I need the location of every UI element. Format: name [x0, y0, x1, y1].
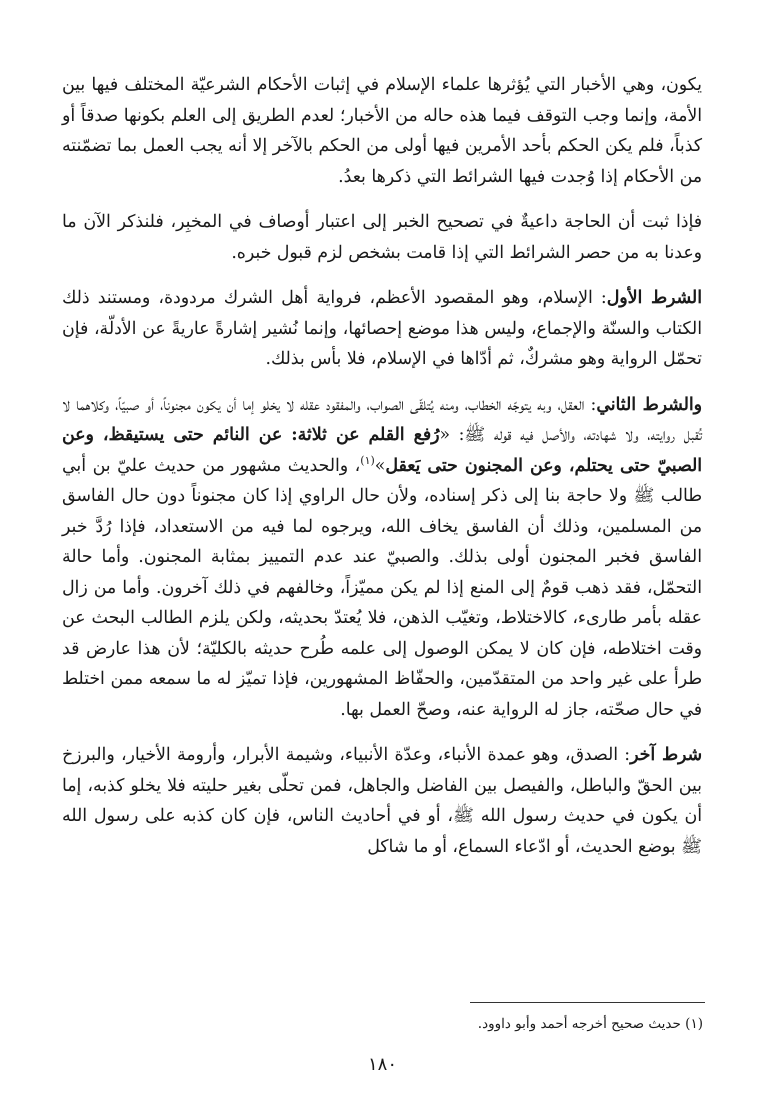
page-number: ١٨٠: [367, 1054, 397, 1075]
paragraph-2: [62, 207, 702, 268]
hadith-quote: رُفع القلم عن ثلاثة: عن النائم حتى يستيقظ، وعن الصبيّ حتى يحتلم، وعن المجنون حتى يَعقل: [62, 425, 703, 476]
paragraph-1-text: يكون، وهي الأخبار التي يُؤثرها علماء الإسلام في إثبات الأحكام الشرعيّة المختلف فيها بين الأمة، وإنما وجب التوقف فيما هذه حاله من الأخبار؛ لعدم الطريق إلى العلم بكونها صدقاً أو كذباً، فلم يكن الحكم بأحد الأمرين فيها أولى من الحكم بالآخر إلا أنه يجب العمل بما تضمّنته من الأحكام إذا وُجدت فيها الشرائط التي ذكرها بعدُ.: [62, 75, 702, 187]
paragraph-3: [62, 283, 702, 375]
footnote-text: حديث صحيح أخرجه أحمد وأبو داوود.: [477, 1016, 681, 1032]
paragraph-1: [62, 70, 702, 192]
footnote: [63, 1013, 703, 1035]
condition-2-title: والشرط الثاني: [596, 394, 702, 415]
footnote-divider: [470, 1002, 705, 1003]
paragraph-4: [62, 390, 702, 726]
paragraph-2-text: فإذا ثبت أن الحاجة داعيةٌ في تصحيح الخبر إلى اعتبار أوصاف في المخبِر، فلنذكر الآن ما وعدنا به من حصر الشرائط التي إذا قامت بشخص لزم قبول خبره.: [62, 212, 702, 263]
condition-3-title: شرط آخر: [630, 745, 702, 765]
paragraph-3-text: : الإسلام، وهو المقصود الأعظم، فرواية أهل الشرك مردودة، ومستند ذلك الكتاب والسنّة والإجماع، وليس هذا موضع إحصائها، وإنما نُشير إشارةً عاريةً عن الأدلّة، فإن تحمّل الرواية وهو مشركٌ، ثم أدّاها في الإسلام، فلا بأس بذلك.: [62, 288, 702, 369]
footnote-number: (١): [685, 1016, 703, 1032]
footnote-reference[interactable]: (١): [360, 453, 375, 467]
page-body: [62, 70, 702, 877]
condition-1-title: الشرط الأول: [606, 288, 703, 308]
paragraph-4-text-a: : العقل، وبه يتوجّه الخطاب، ومنه يُتلقّى الصواب، والمفقود عقله لا يخلو إما أن يكون مجنوناً، أو صبيّاً، وكلاهما لا تُقبل روايته، ولا شهادته، والأصل فيه قوله ﷺ: «: [62, 394, 702, 445]
paragraph-5: [62, 740, 702, 862]
paragraph-4-text-b: »: [374, 455, 386, 476]
paragraph-4-text-c: ، والحديث مشهور من حديث عليّ بن أبي طالب ﷺ ولا حاجة بنا إلى ذكر إسناده، ولأن حال الراوي إذا كان مجنوناً دون حال الفاسق من المسلمين، وذلك أن الفاسق يخاف الله، ويرجوه لما فيه من الاستعداد، فإذا رُدَّ خبر الفاسق فخبر المجنون أولى بذلك. والصبيّ عند عدم التمييز بمثابة المجنون. وأما حالة التحمّل، فقد ذهب قومٌ إلى المنع إذا لم يكن مميّزاً، وخالفهم في ذلك آخرون. وأما من زال عقله بأمر طارىء، كالاختلاط، وتغيّب الذهن، فلا يُعتدّ بحديثه، ولكن يلزم الطالب البحث عن وقت اختلاطه، فإن كان لا يمكن الوصول إلى علمه طُرح حديثه بالكليّة؛ لأن هذا عارض قد طرأ على غير واحد من المتقدّمين، والحفّاظ المشهورين، فإذا تميّز له ما سمعه ممن اختلط في حال صحّته، جاز له الرواية عنه، وصحّ العمل بها.: [62, 455, 702, 720]
paragraph-5-text: : الصدق، وهو عمدة الأنباء، وعدّة الأنبياء، وشيمة الأبرار، وأرومة الأخيار، والبرزخ بين الحقّ والباطل، والفيصل بين الفاضل والجاهل، فمن تحلّى بغير حليته فلا يخلو كذبه، إما أن يكون في حديث رسول الله ﷺ، أو في أحاديث الناس، فإن كان كذبه على رسول الله ﷺ بوضع الحديث، أو ادّعاء السماع، أو ما شاكل: [62, 745, 702, 857]
